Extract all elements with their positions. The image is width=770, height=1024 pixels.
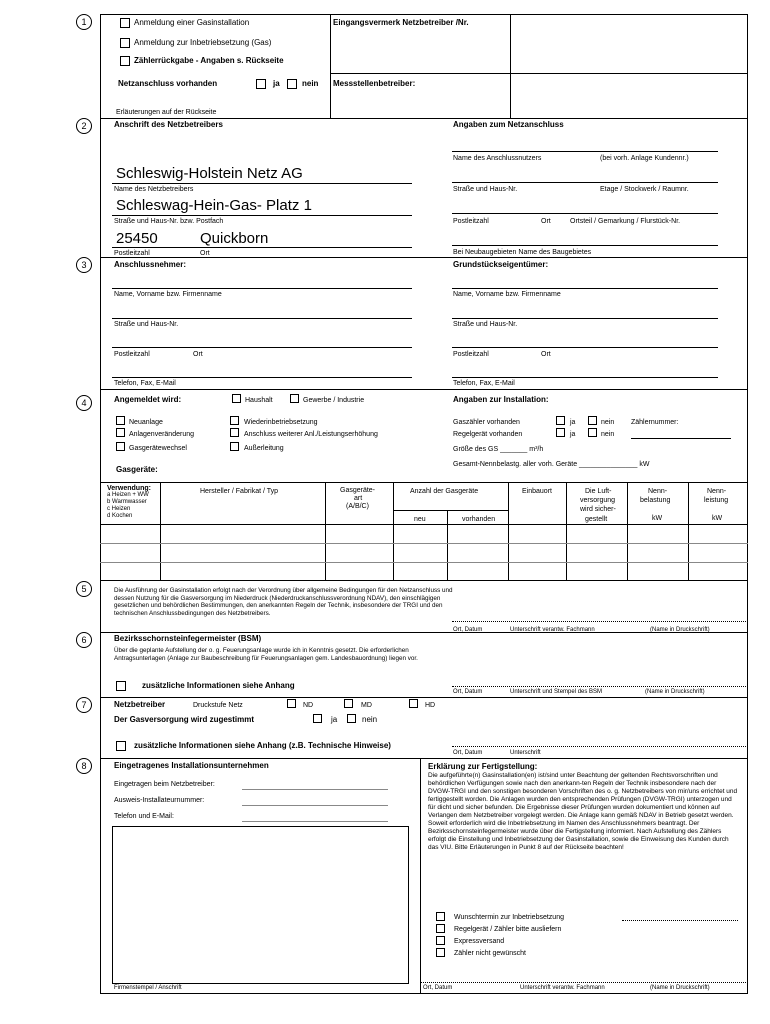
md-label: MD [361, 702, 372, 709]
th-verwendung: Verwendung: [107, 485, 151, 492]
gaszaehler-label: Gaszähler vorhanden [453, 419, 520, 426]
angemeldet-wird-label: Angemeldet wird: [114, 395, 182, 404]
hd-label: HD [425, 702, 436, 709]
eigentuemer-ort-label: Ort [541, 351, 551, 358]
anschlussnehmer-ort-label: Ort [193, 351, 203, 358]
ortsteil-label: Ortsteil / Gemarkung / Flurstück-Nr. [570, 218, 681, 225]
divider [330, 14, 331, 118]
th-luft-2: versorgung [580, 497, 616, 504]
col [627, 482, 628, 580]
regelgeraet-ja-label: ja [570, 431, 576, 438]
zustimmung-nein-label: nein [362, 715, 378, 724]
th-nennbelastung-3: kW [652, 515, 663, 522]
section-6-number: 6 [76, 632, 92, 648]
r-ort-label: Ort [541, 218, 551, 225]
wiederinbetriebsetzung-label: Wiederinbetriebsetzung [244, 419, 318, 426]
angaben-installation-title: Angaben zur Installation: [453, 395, 549, 404]
section-divider [100, 632, 748, 633]
checkbox-hd[interactable] [409, 699, 418, 708]
section-divider [100, 758, 748, 759]
checkbox-md[interactable] [344, 699, 353, 708]
th-luft-1: Die Luft- [585, 488, 612, 495]
checkbox-zustimmung-nein[interactable] [347, 714, 356, 723]
company-street-label: Straße und Haus-Nr. bzw. Postfach [114, 218, 224, 225]
th-anzahl: Anzahl der Gasgeräte [410, 488, 479, 495]
eigentuemer-street-label: Straße und Haus-Nr. [453, 321, 518, 328]
col [325, 482, 326, 580]
th-verw-b: b Warmwasser [107, 499, 147, 505]
bsm-title: Bezirksschornsteinfegermeister (BSM) [114, 634, 262, 643]
zustimmung-label: Der Gasversorgung wird zugestimmt [114, 715, 255, 724]
checkbox-gaszaehler-ja[interactable] [556, 416, 565, 425]
row [100, 543, 748, 544]
gaszaehler-ja-label: ja [570, 419, 576, 426]
underline [112, 215, 412, 216]
groesse-gs-label: Größe des GS _______ m³/h [453, 446, 544, 453]
checkbox-ausserleitung[interactable] [230, 442, 239, 451]
section-divider [100, 697, 748, 698]
erklaerung-title: Erklärung zur Fertigstellung: [428, 762, 538, 771]
checkbox-zustimmung-ja[interactable] [313, 714, 322, 723]
row [100, 580, 748, 581]
underline [452, 182, 718, 183]
section-5-text: Die Ausführung der Gasinstallation erfolgt nach der Verordnung über allgemeine Bedingungen für den Netzanschluss und dessen Nutzung für die Gasversorgung im Niederdruck (Niederdruckanschlussverordnung NDAV), den einschlägigen gesetzlichen und behördlichen Bestimmungen, den anerkannten Regeln der Technik, insbesondere der TRGI und den technischen Anschlussbedingungen des Netzbetreibers. [114, 587, 453, 618]
signature-line [452, 686, 748, 687]
etage-label: Etage / Stockwerk / Raumnr. [600, 186, 689, 193]
gasgeraetewechsel-label: Gasgerätewechsel [129, 445, 187, 452]
grundstueckseigentuemer-title: Grundstückseigentümer: [453, 260, 549, 269]
section-2-number: 2 [76, 118, 92, 134]
underline [452, 318, 718, 319]
checkbox-zaehler-nicht-gewuenscht[interactable] [436, 948, 445, 957]
underline [112, 347, 412, 348]
anschluss-weiterer-label: Anschluss weiterer Anl./Leistungserhöhung [244, 431, 378, 438]
s7-unterschrift: Unterschrift [510, 750, 541, 756]
ausweis-label: Ausweis-Installateurnummer: [114, 797, 205, 804]
th-hersteller: Hersteller / Fabrikat / Typ [200, 488, 279, 495]
checkbox-gasgeraetewechsel[interactable] [116, 442, 125, 451]
firmenstempel-label: Firmenstempel / Anschrift [114, 985, 182, 991]
haushalt-label: Haushalt [245, 397, 273, 404]
anschlussnehmer-street-label: Straße und Haus-Nr. [114, 321, 179, 328]
th-verw-a: a Heizen + WW [107, 492, 149, 498]
th-nennleistung-1: Nenn- [707, 488, 727, 495]
s8-unterschrift: Unterschrift verantw. Fachmann [520, 985, 605, 991]
wunschtermin-line [622, 920, 738, 921]
col [447, 510, 448, 580]
th-luft-3: wird sicher- [580, 506, 616, 513]
ausserleitung-label: Außerleitung [244, 445, 284, 452]
firmenstempel-box[interactable] [112, 826, 409, 984]
row [393, 510, 508, 511]
kundennr-label: (bei vorh. Anlage Kundennr.) [600, 155, 689, 162]
checkbox-nd[interactable] [287, 699, 296, 708]
netzbetreiber-title: Netzbetreiber [114, 700, 166, 709]
checkbox-anschluss-weiterer[interactable] [230, 428, 239, 437]
col [160, 482, 161, 580]
gewerbe-label: Gewerbe / Industrie [303, 397, 365, 404]
underline [452, 288, 718, 289]
checkbox-netzanschluss-ja[interactable] [256, 79, 266, 89]
divider [330, 73, 748, 74]
section-7-number: 7 [76, 697, 92, 713]
anschlussnehmer-title: Anschlussnehmer: [114, 260, 187, 269]
wunschtermin-label: Wunschtermin zur Inbetriebsetzung [454, 914, 564, 921]
anschlussnehmer-tel-label: Telefon, Fax, E-Mail [114, 380, 176, 387]
checkbox-regelgeraet-nein[interactable] [588, 428, 597, 437]
th-luft-4: gestellt [585, 516, 608, 523]
col [508, 482, 509, 580]
bsm-text: Über die geplante Aufstellung der o. g. Feuerungsanlage wurde ich in Kenntnis gesetzt. Die erforderlichen Antragsunterlagen (Anlage zur Baubeschreibung für Feuerungsanlagen gem. Landesbauordnung) liegen vor. [114, 647, 418, 662]
th-art-3: (A/B/C) [346, 503, 369, 510]
underline [112, 288, 412, 289]
s6-unterschrift: Unterschrift und Stempel des BSM [510, 689, 603, 695]
option-zaehlerrueckgabe: Zählerrückgabe - Angaben s. Rückseite [134, 56, 284, 65]
ort-label: Ort [200, 250, 210, 257]
anschlussnutzer-label: Name des Anschlussnutzers [453, 155, 542, 162]
s5-ort-datum: Ort, Datum [453, 627, 483, 633]
zaehlernummer-line [631, 438, 731, 439]
th-verw-d: d Kochen [107, 513, 133, 519]
zaehlernummer-label: Zählernummer: [631, 419, 679, 426]
checkbox-netz-anhang[interactable] [116, 741, 126, 751]
option-anmeldung-inbetriebsetzung: Anmeldung zur Inbetriebsetzung (Gas) [134, 38, 272, 47]
expressversand-label: Expressversand [454, 938, 505, 945]
company-ort: Quickborn [200, 230, 269, 247]
signature-line [420, 982, 748, 983]
checkbox-haushalt[interactable] [232, 394, 241, 403]
checkbox-wunschtermin[interactable] [436, 912, 445, 921]
anlagenveraenderung-label: Anlagenveränderung [129, 431, 194, 438]
col [688, 482, 689, 580]
anschrift-netzbetreiber-title: Anschrift des Netzbetreibers [114, 120, 223, 129]
anschlussnehmer-plz-label: Postleitzahl [114, 351, 150, 358]
checkbox-gewerbe[interactable] [290, 394, 299, 403]
th-vorhanden: vorhanden [462, 516, 496, 523]
frame-top [100, 14, 748, 15]
section-divider [100, 257, 748, 258]
netz-anhang-label: zusätzliche Informationen siehe Anhang (z.B. Technische Hinweise) [134, 741, 391, 750]
company-name-label: Name des Netzbetreibers [114, 186, 194, 193]
r-street-label: Straße und Haus-Nr. [453, 186, 518, 193]
neubaugebiet-label: Bei Neubaugebieten Name des Baugebietes [453, 249, 592, 256]
checkbox-neuanlage[interactable] [116, 416, 125, 425]
underline [112, 183, 412, 184]
messstellenbetreiber-label: Messstellenbetreiber: [333, 79, 416, 88]
underline [452, 151, 718, 152]
underline [452, 377, 718, 378]
eingangsvermerk-label: Eingangsvermerk Netzbetreiber /Nr. [333, 18, 469, 27]
s5-unterschrift: Unterschrift verantw. Fachmann [510, 627, 595, 633]
checkbox-bsm-anhang[interactable] [116, 681, 126, 691]
eigentuemer-name-label: Name, Vorname bzw. Firmenname [453, 291, 561, 298]
table-top [100, 482, 748, 483]
gasgeraete-label: Gasgeräte: [116, 465, 158, 474]
erlaeuterungen-note: Erläuterungen auf der Rückseite [116, 109, 217, 116]
telefon-email-label: Telefon und E-Mail: [114, 813, 174, 820]
regelgeraet-label: Regelgerät vorhanden [453, 431, 523, 438]
section-5-number: 5 [76, 581, 92, 597]
section-8-number: 8 [76, 758, 92, 774]
s6-name: (Name in Druckschrift) [645, 689, 705, 695]
th-nennbelastung-2: belastung [640, 497, 671, 504]
col [393, 482, 394, 580]
checkbox-wiederinbetriebsetzung[interactable] [230, 416, 239, 425]
underline [452, 245, 718, 246]
th-art-2: art [354, 495, 363, 502]
th-neu: neu [414, 516, 426, 523]
section-divider [100, 389, 748, 390]
divider [420, 758, 421, 994]
checkbox-netzanschluss-nein[interactable] [287, 79, 297, 89]
s5-name: (Name in Druckschrift) [650, 627, 710, 633]
th-verw-c: c Heizen [107, 506, 131, 512]
checkbox-regelgeraet-ausliefern[interactable] [436, 924, 445, 933]
gesamt-nennbelastung-label: Gesamt-Nennbelastg. aller vorh. Geräte _______________ kW [453, 461, 650, 468]
zustimmung-ja-label: ja [331, 715, 338, 724]
regelgeraet-ausliefern-label: Regelgerät / Zähler bitte ausliefern [454, 926, 562, 933]
section-3-number: 3 [76, 257, 92, 273]
checkbox-anmeldung-gasinstallation[interactable] [120, 18, 130, 28]
nd-label: ND [303, 702, 314, 709]
underline [452, 347, 718, 348]
underline [242, 821, 388, 822]
company-street: Schleswag-Hein-Gas- Platz 1 [116, 197, 312, 214]
anschlussnehmer-name-label: Name, Vorname bzw. Firmenname [114, 291, 222, 298]
s8-name: (Name in Druckschrift) [650, 985, 710, 991]
signature-line [452, 746, 748, 747]
company-name: Schleswig-Holstein Netz AG [116, 165, 303, 182]
angaben-netzanschluss-title: Angaben zum Netzanschluss [453, 120, 564, 129]
neuanlage-label: Neuanlage [129, 419, 163, 426]
underline [242, 789, 388, 790]
s8-ort-datum: Ort, Datum [423, 985, 453, 991]
eingetragen-label: Eingetragen beim Netzbetreiber: [114, 781, 215, 788]
checkbox-regelgeraet-ja[interactable] [556, 428, 565, 437]
section-divider [100, 118, 748, 119]
th-nennleistung-2: leistung [704, 497, 729, 504]
frame-right [747, 14, 748, 994]
gaszaehler-nein-label: nein [601, 419, 615, 426]
underline [112, 318, 412, 319]
checkbox-zaehlerrueckgabe[interactable] [120, 56, 130, 66]
checkbox-gaszaehler-nein[interactable] [588, 416, 597, 425]
regelgeraet-nein-label: nein [601, 431, 615, 438]
netzanschluss-ja-label: ja [273, 79, 280, 88]
option-anmeldung-gasinstallation: Anmeldung einer Gasinstallation [134, 18, 250, 27]
eigentuemer-plz-label: Postleitzahl [453, 351, 489, 358]
bsm-anhang-label: zusätzliche Informationen siehe Anhang [142, 681, 295, 690]
checkbox-expressversand[interactable] [436, 936, 445, 945]
signature-line [452, 621, 748, 622]
frame-bottom [100, 993, 748, 994]
plz-label: Postleitzahl [114, 250, 150, 257]
th-nennleistung-3: kW [712, 515, 723, 522]
netzanschluss-nein-label: nein [302, 79, 319, 88]
th-nennbelastung-1: Nenn- [648, 488, 668, 495]
divider [510, 14, 511, 118]
section-4-number: 4 [76, 395, 92, 411]
th-einbauort: Einbauort [522, 488, 552, 495]
zaehler-nicht-gewuenscht-label: Zähler nicht gewünscht [454, 950, 526, 957]
eigentuemer-tel-label: Telefon, Fax, E-Mail [453, 380, 515, 387]
s6-ort-datum: Ort, Datum [453, 689, 483, 695]
installateur-title: Eingetragenes Installationsunternehmen [114, 761, 269, 770]
r-plz-label: Postleitzahl [453, 218, 489, 225]
underline [112, 377, 412, 378]
underline [452, 213, 718, 214]
checkbox-anlagenveraenderung[interactable] [116, 428, 125, 437]
section-1-number: 1 [76, 14, 92, 30]
checkbox-anmeldung-inbetriebsetzung[interactable] [120, 38, 130, 48]
company-plz: 25450 [116, 230, 158, 247]
erklaerung-text: Die aufgeführte(n) Gasinstallation(en) ist/sind unter Beachtung der geltenden Rechtsvorschriften und behördlichen Verfügungen sowie nach den anerkann-ten Regeln der Technik insbesondere nach der DVGW-TRGI und den sonstigen besonderen Vorschriften des o. g. Netzbetreibers von mir/uns errichtet und fertiggestellt worden. Die Anlagen wurden den entsprechenden Prüfungen (DVGW-TRGI) unterzogen und für dicht und sicher befunden. Die Ergebnisse dieser Prüfungen wurden dokumentiert und können auf Verlangen dem Netzbetreiber vorgelegt werden. Die Anlage kann gemäß NDAV in Betrieb gesetzt werden. Soweit erforderlich wird die Inbetriebsetzung im Namen des Anschlussnehmers beantragt. Der Bezirksschornsteinfegermeister wurde über die Fertigstellung informiert. Nach Aufstellung des Zählers erfolgt die Einstellung und Inbetriebsetzung der Gasinstallation, sowie die Einweisung des Kunden durch das VIU. Bitte Erläuterungen in Punkt 8 auf der Rückseite beachten! [428, 772, 738, 851]
col [566, 482, 567, 580]
netzanschluss-label: Netzanschluss vorhanden [118, 79, 218, 88]
s7-ort-datum: Ort, Datum [453, 750, 483, 756]
underline [242, 805, 388, 806]
underline [112, 247, 412, 248]
th-art-1: Gasgeräte- [340, 487, 376, 494]
druckstufe-label: Druckstufe Netz [193, 702, 243, 709]
frame-left [100, 14, 101, 994]
row [100, 562, 748, 563]
row [100, 524, 748, 525]
